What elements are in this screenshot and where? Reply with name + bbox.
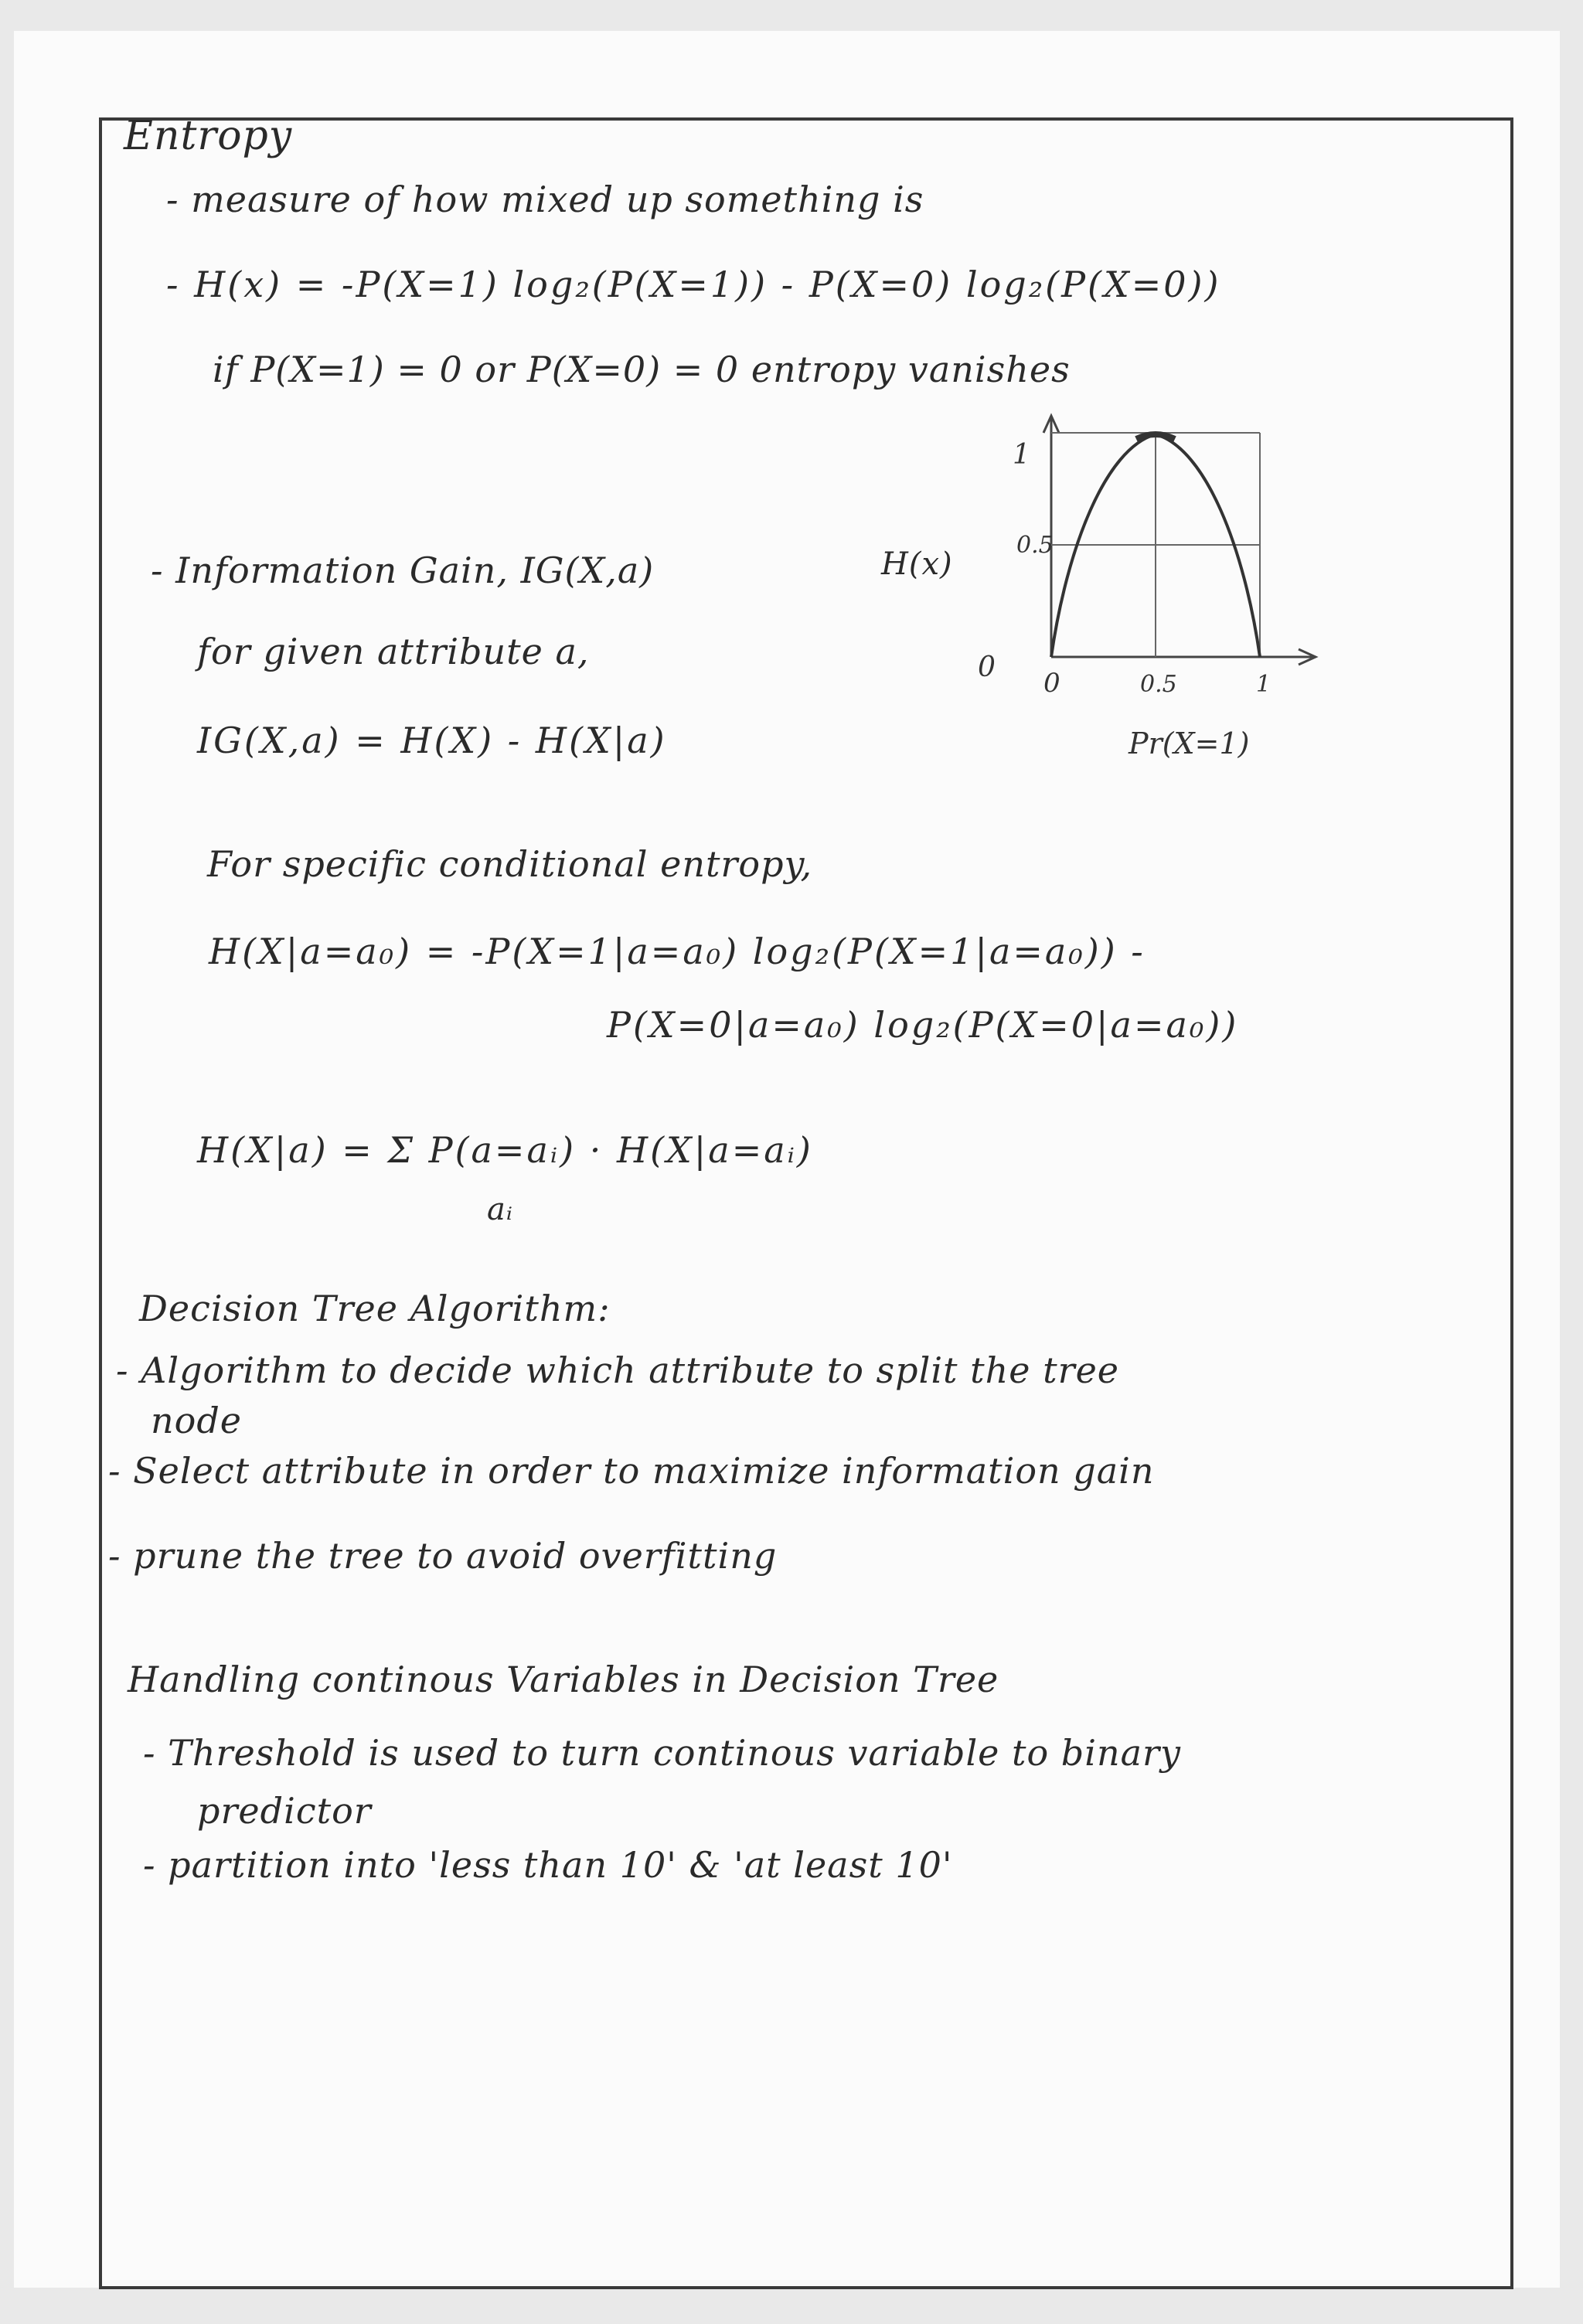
graph-y-label: H(x) xyxy=(881,546,953,582)
continuous-variables-heading: Handling continous Variables in Decision Tree xyxy=(128,1659,999,1700)
summation-subscript: aᵢ xyxy=(487,1192,513,1227)
total-conditional-entropy-formula: H(X|a) = Σ P(a=aᵢ) · H(X|a=aᵢ) xyxy=(197,1129,813,1171)
graph-xtick-half: 0.5 xyxy=(1140,671,1177,698)
entropy-heading: Entropy xyxy=(124,113,293,159)
information-gain-formula: IG(X,a) = H(X) - H(X|a) xyxy=(197,720,667,761)
entropy-curve-graph xyxy=(978,402,1345,760)
threshold-bullet-cont: predictor xyxy=(197,1790,372,1832)
graph-ytick-half: 0.5 xyxy=(1016,532,1054,559)
entropy-vanishes-note: if P(X=1) = 0 or P(X=0) = 0 entropy vanishes xyxy=(213,349,1071,390)
algorithm-split-bullet: - Algorithm to decide which attribute to split the tree xyxy=(116,1349,1120,1391)
graph-ytick-zero: 0 xyxy=(978,652,996,683)
graph-ytick-one: 1 xyxy=(1013,439,1030,471)
partition-bullet: - partition into 'less than 10' & 'at least 10' xyxy=(143,1844,953,1886)
information-gain-given-attribute: for given attribute a, xyxy=(197,631,590,672)
entropy-formula: - H(x) = -P(X=1) log₂(P(X=1)) - P(X=0) log₂(P(X=0)) xyxy=(166,264,1221,305)
entropy-definition: - measure of how mixed up something is xyxy=(166,179,924,220)
graph-xtick-zero: 0 xyxy=(1043,668,1060,699)
select-attribute-bullet: - Select attribute in order to maximize information gain xyxy=(108,1450,1155,1492)
conditional-entropy-formula-line1: H(X|a=a₀) = -P(X=1|a=a₀) log₂(P(X=1|a=a₀)) - xyxy=(209,931,1146,972)
information-gain-heading: - Information Gain, IG(X,a) xyxy=(151,550,655,591)
threshold-bullet: - Threshold is used to turn continous variable to binary xyxy=(143,1732,1181,1774)
prune-tree-bullet: - prune the tree to avoid overfitting xyxy=(108,1535,778,1577)
decision-tree-heading: Decision Tree Algorithm: xyxy=(139,1288,611,1329)
graph-x-label: Pr(X=1) xyxy=(1129,726,1250,760)
conditional-entropy-formula-line2: P(X=0|a=a₀) log₂(P(X=0|a=a₀)) xyxy=(607,1004,1239,1046)
graph-xtick-one: 1 xyxy=(1256,671,1272,698)
conditional-entropy-intro: For specific conditional entropy, xyxy=(207,843,813,885)
algorithm-split-bullet-cont: node xyxy=(151,1400,242,1441)
